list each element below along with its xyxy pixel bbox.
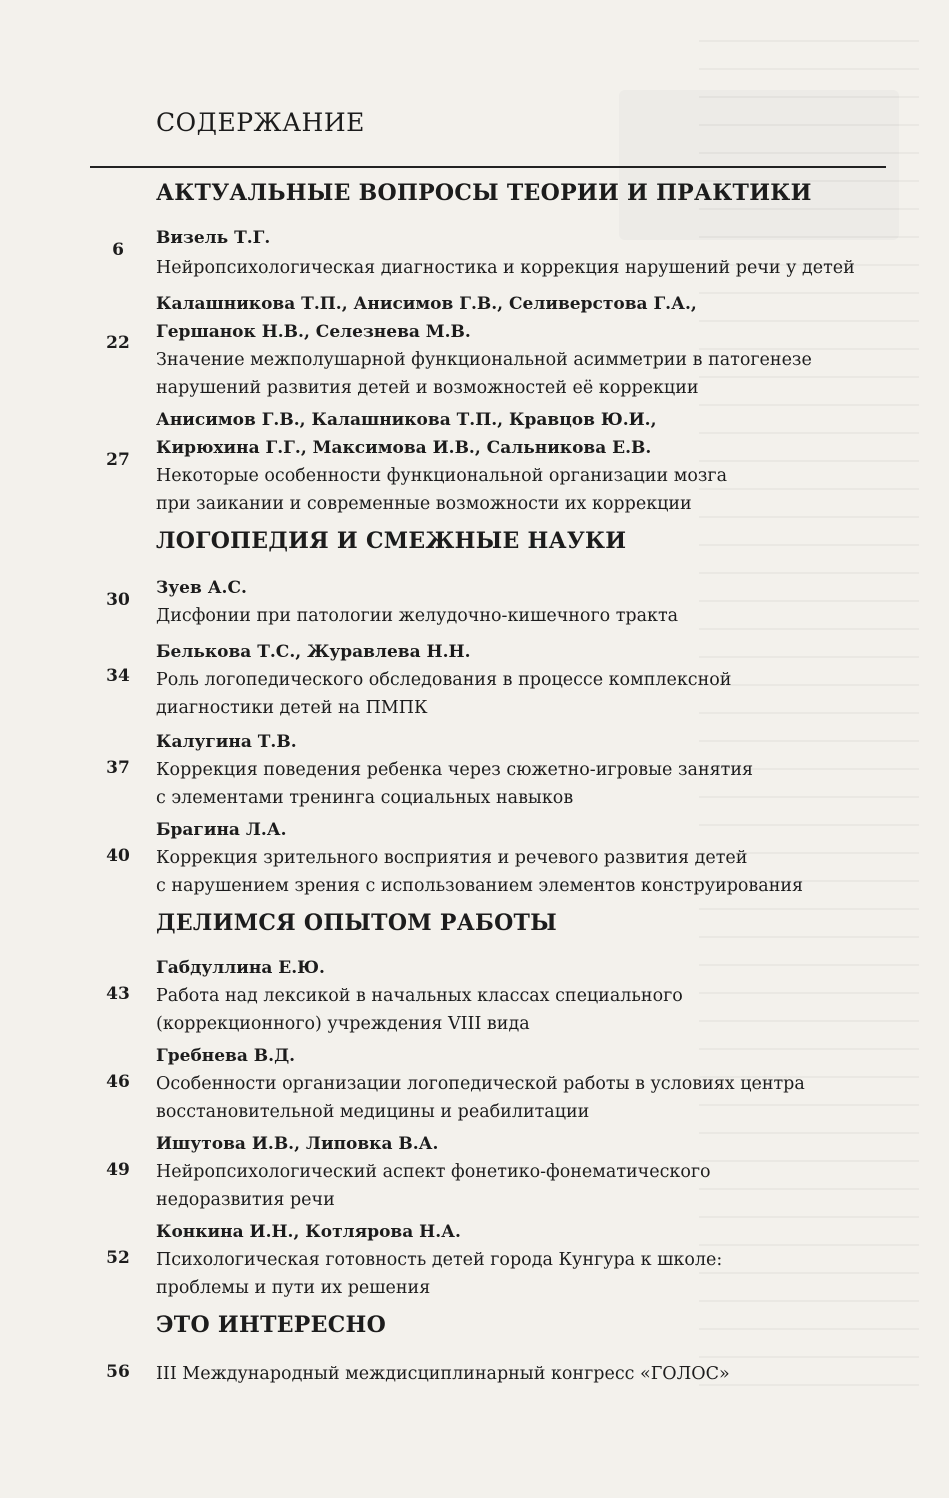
entry-authors: Гребнева В.Д. (156, 1046, 296, 1066)
page-number: 43 (106, 984, 130, 1004)
entry-title: с элементами тренинга социальных навыков (156, 788, 574, 808)
page-number: 52 (106, 1248, 130, 1268)
entry-authors: Кирюхина Г.Г., Максимова И.В., Сальникова Е.В. (156, 438, 652, 458)
entry-title: недоразвития речи (156, 1190, 335, 1210)
entry-title: Особенности организации логопедической работы в условиях центра (156, 1074, 805, 1094)
entry-title: III Международный междисциплинарный конгресс «ГОЛОС» (156, 1364, 730, 1384)
entry-title: при заикании и современные возможности их коррекции (156, 494, 692, 514)
entry-title: с нарушением зрения с использованием элементов конструирования (156, 876, 804, 896)
page-number: 49 (106, 1160, 130, 1180)
entry-authors: Гершанок Н.В., Селезнева М.В. (156, 322, 471, 342)
page-number: 22 (106, 333, 130, 353)
title-rule (90, 166, 886, 168)
page-number: 6 (112, 240, 124, 260)
section-heading: ДЕЛИМСЯ ОПЫТОМ РАБОТЫ (156, 910, 557, 936)
page-number: 30 (106, 590, 130, 610)
entry-authors: Калашникова Т.П., Анисимов Г.В., Селиверстова Г.А., (156, 294, 697, 314)
section-heading: ЛОГОПЕДИЯ И СМЕЖНЫЕ НАУКИ (156, 528, 627, 554)
entry-title: диагностики детей на ПМПК (156, 698, 428, 718)
entry-title: Дисфонии при патологии желудочно-кишечного тракта (156, 606, 679, 626)
page-number: 46 (106, 1072, 130, 1092)
entry-authors: Габдуллина Е.Ю. (156, 958, 325, 978)
entry-authors: Визель Т.Г. (156, 228, 271, 248)
entry-title: Некоторые особенности функциональной организации мозга (156, 466, 727, 486)
page-number: 37 (106, 758, 130, 778)
entry-title: Коррекция зрительного восприятия и речевого развития детей (156, 848, 748, 868)
page-number: 27 (106, 450, 130, 470)
section-heading: ЭТО ИНТЕРЕСНО (156, 1312, 387, 1338)
entry-authors: Конкина И.Н., Котлярова Н.А. (156, 1222, 461, 1242)
page-number: 40 (106, 846, 130, 866)
entry-title: проблемы и пути их решения (156, 1278, 431, 1298)
entry-title: Психологическая готовность детей города Кунгура к школе: (156, 1250, 723, 1270)
entry-title: Работа над лексикой в начальных классах специального (156, 986, 683, 1006)
entry-title: Роль логопедического обследования в процессе комплексной (156, 670, 732, 690)
entry-title: Коррекция поведения ребенка через сюжетно-игровые занятия (156, 760, 754, 780)
entry-authors: Анисимов Г.В., Калашникова Т.П., Кравцов Ю.И., (156, 410, 657, 430)
entry-authors: Калугина Т.В. (156, 732, 297, 752)
entry-title: нарушений развития детей и возможностей её коррекции (156, 378, 699, 398)
entry-title: Значение межполушарной функциональной асимметрии в патогенезе (156, 350, 812, 370)
entry-title: восстановительной медицины и реабилитации (156, 1102, 590, 1122)
entry-authors: Брагина Л.А. (156, 820, 287, 840)
page-title: СОДЕРЖАНИЕ (156, 108, 365, 137)
entry-authors: Ишутова И.В., Липовка В.А. (156, 1134, 439, 1154)
page-number: 56 (106, 1362, 130, 1382)
page-number: 34 (106, 666, 130, 686)
section-heading: АКТУАЛЬНЫЕ ВОПРОСЫ ТЕОРИИ И ПРАКТИКИ (156, 180, 812, 206)
entry-authors: Зуев А.С. (156, 578, 247, 598)
entry-title: Нейропсихологическая диагностика и коррекция нарушений речи у детей (156, 258, 855, 278)
entry-title: (коррекционного) учреждения VIII вида (156, 1014, 530, 1034)
entry-title: Нейропсихологический аспект фонетико-фонематического (156, 1162, 711, 1182)
entry-authors: Белькова Т.С., Журавлева Н.Н. (156, 642, 471, 662)
